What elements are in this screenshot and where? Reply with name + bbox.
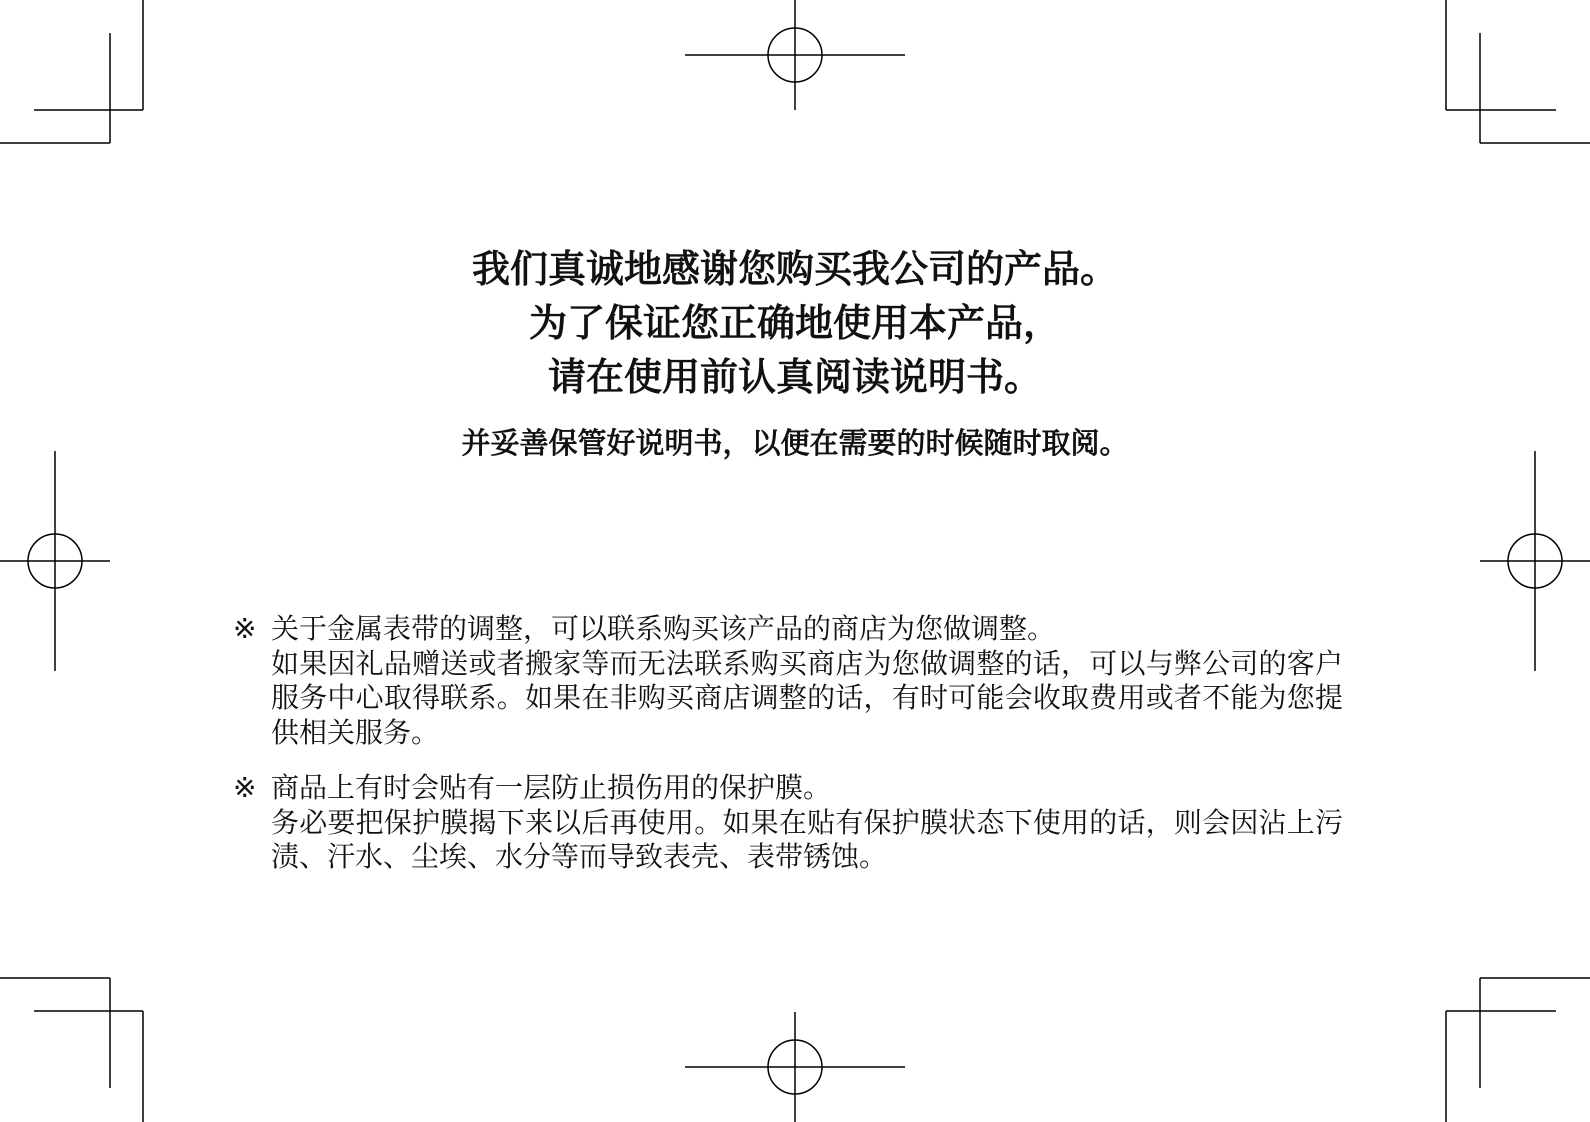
note-metal-band bbox=[233, 612, 1343, 750]
crop-mark-top-right bbox=[1446, 0, 1590, 143]
note-text bbox=[271, 771, 1343, 875]
note-reference-mark: ※ bbox=[233, 612, 257, 645]
heading-line-2: 为了保证您正确地使用本产品， bbox=[528, 301, 1061, 345]
note-first-line: 商品上有时会贴有一层防止损伤用的保护膜。 bbox=[271, 771, 832, 804]
registration-target-bottom bbox=[685, 1012, 905, 1122]
note-reference-mark: ※ bbox=[233, 771, 257, 804]
crop-mark-top-left bbox=[0, 0, 143, 143]
note-first-line: 关于金属表带的调整，可以联系购买该产品的商店为您做调整。 bbox=[271, 612, 1056, 645]
crop-mark-bottom-right bbox=[1446, 978, 1590, 1122]
note-body: 务必要把保护膜揭下来以后再使用。如果在贴有保护膜状态下使用的话，则会因沾上污渍、汗水、尘埃、水分等而导致表壳、表带锈蚀。 bbox=[271, 805, 1343, 873]
subheading: 并妥善保管好说明书，以便在需要的时候随时取阅。 bbox=[461, 426, 1129, 460]
heading-line-3: 请在使用前认真阅读说明书。 bbox=[547, 355, 1042, 399]
registration-target-top bbox=[685, 0, 905, 110]
registration-target-right bbox=[1480, 451, 1590, 671]
note-protective-film bbox=[233, 771, 1343, 875]
crop-mark-bottom-left bbox=[0, 978, 143, 1122]
heading-line-1: 我们真诚地感谢您购买我公司的产品。 bbox=[471, 247, 1118, 291]
note-text bbox=[271, 612, 1343, 750]
note-body: 如果因礼品赠送或者搬家等而无法联系购买商店为您做调整的话，可以与弊公司的客户服务中心取得联系。如果在非购买商店调整的话，有时可能会收取费用或者不能为您提供相关服务。 bbox=[271, 646, 1343, 749]
registration-target-left bbox=[0, 451, 110, 671]
